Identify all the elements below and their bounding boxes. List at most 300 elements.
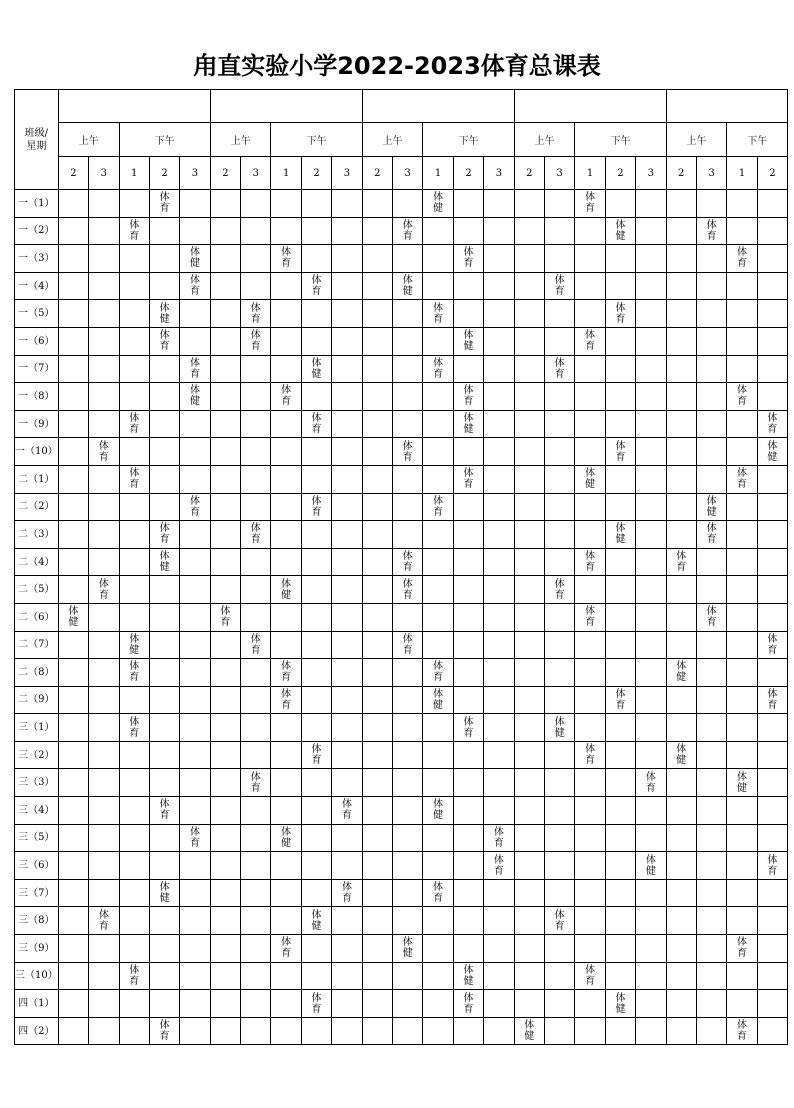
schedule-cell [484, 603, 514, 631]
schedule-cell [149, 659, 179, 687]
class-name: 四（1） [15, 990, 59, 1018]
schedule-cell [605, 879, 635, 907]
class-name: 二（3） [15, 521, 59, 549]
schedule-cell [149, 272, 179, 300]
lesson-label: 体育 [645, 771, 656, 794]
class-name: 二（4） [15, 548, 59, 576]
schedule-cell [301, 272, 331, 300]
class-name: 三（3） [15, 769, 59, 797]
schedule-cell [180, 769, 210, 797]
schedule-cell [484, 190, 514, 218]
schedule-cell [484, 300, 514, 328]
lesson-label: 体育 [463, 716, 474, 739]
schedule-cell [666, 714, 696, 742]
lesson-label: 体育 [250, 523, 261, 546]
schedule-cell [393, 659, 423, 687]
schedule-cell [149, 355, 179, 383]
lesson-label: 体育 [676, 551, 687, 574]
schedule-cell [89, 935, 119, 963]
schedule-cell [484, 438, 514, 466]
schedule-cell [89, 465, 119, 493]
pm-header: 下午 [119, 123, 210, 157]
schedule-cell [575, 190, 605, 218]
schedule-cell [241, 438, 271, 466]
schedule-cell [484, 355, 514, 383]
schedule-cell [757, 576, 787, 604]
schedule-cell [605, 824, 635, 852]
schedule-cell [484, 631, 514, 659]
schedule-cell [393, 686, 423, 714]
schedule-cell [544, 686, 574, 714]
lesson-label: 体育 [402, 440, 413, 463]
schedule-cell [241, 686, 271, 714]
schedule-cell [605, 603, 635, 631]
lesson-label: 体育 [737, 385, 748, 408]
schedule-cell [605, 272, 635, 300]
schedule-cell [666, 686, 696, 714]
schedule-cell [58, 797, 88, 825]
schedule-cell [210, 714, 240, 742]
schedule-cell [575, 935, 605, 963]
schedule-cell [393, 990, 423, 1018]
schedule-cell [393, 272, 423, 300]
lesson-label: 体育 [281, 247, 292, 270]
lesson-label: 体育 [737, 247, 748, 270]
schedule-cell [180, 300, 210, 328]
schedule-cell [636, 990, 666, 1018]
schedule-cell [271, 769, 301, 797]
schedule-cell [332, 631, 362, 659]
schedule-cell [423, 1017, 453, 1045]
lesson-label: 体育 [767, 854, 778, 877]
lesson-label: 体育 [281, 688, 292, 711]
schedule-cell [301, 659, 331, 687]
schedule-cell [423, 327, 453, 355]
schedule-cell [696, 1017, 726, 1045]
schedule-cell [453, 686, 483, 714]
schedule-cell [575, 907, 605, 935]
schedule-cell [393, 327, 423, 355]
period-number: 2 [453, 157, 483, 190]
schedule-cell [453, 907, 483, 935]
schedule-cell [636, 548, 666, 576]
schedule-cell [89, 852, 119, 880]
lesson-label: 体育 [341, 882, 352, 905]
schedule-cell [210, 741, 240, 769]
schedule-cell [605, 659, 635, 687]
schedule-cell [666, 300, 696, 328]
schedule-cell [484, 907, 514, 935]
schedule-cell [575, 465, 605, 493]
schedule-cell [180, 465, 210, 493]
schedule-cell [453, 245, 483, 273]
schedule-cell [119, 686, 149, 714]
schedule-cell [514, 714, 544, 742]
schedule-cell [544, 990, 574, 1018]
lesson-label: 体育 [250, 633, 261, 656]
schedule-cell [58, 769, 88, 797]
schedule-cell [696, 355, 726, 383]
schedule-cell [605, 797, 635, 825]
schedule-cell [484, 990, 514, 1018]
schedule-cell [575, 300, 605, 328]
schedule-cell [271, 410, 301, 438]
lesson-label: 体健 [159, 302, 170, 325]
lesson-label: 体育 [493, 826, 504, 849]
schedule-cell [423, 521, 453, 549]
schedule-cell [544, 962, 574, 990]
corner-cell [15, 157, 59, 190]
schedule-cell [180, 659, 210, 687]
period-number: 2 [757, 157, 787, 190]
schedule-cell [423, 245, 453, 273]
schedule-cell [362, 272, 392, 300]
schedule-cell [180, 852, 210, 880]
schedule-cell [514, 190, 544, 218]
schedule-cell [301, 217, 331, 245]
schedule-cell [666, 245, 696, 273]
schedule-cell [453, 659, 483, 687]
schedule-cell [180, 714, 210, 742]
lesson-label: 体育 [585, 606, 596, 629]
schedule-cell [636, 272, 666, 300]
schedule-cell [696, 714, 726, 742]
lesson-label: 体育 [98, 909, 109, 932]
schedule-cell [757, 631, 787, 659]
schedule-cell [484, 548, 514, 576]
schedule-cell [484, 521, 514, 549]
period-number: 2 [362, 157, 392, 190]
lesson-label: 体健 [737, 771, 748, 794]
schedule-cell [605, 576, 635, 604]
schedule-cell [180, 741, 210, 769]
schedule-cell [453, 879, 483, 907]
schedule-cell [241, 190, 271, 218]
schedule-cell [149, 438, 179, 466]
class-name: 一（6） [15, 327, 59, 355]
schedule-cell [514, 300, 544, 328]
schedule-cell [210, 245, 240, 273]
schedule-cell [180, 355, 210, 383]
schedule-cell [423, 686, 453, 714]
pm-header: 下午 [423, 123, 514, 157]
schedule-cell [727, 521, 757, 549]
schedule-cell [210, 355, 240, 383]
schedule-cell [210, 521, 240, 549]
lesson-label: 体育 [341, 799, 352, 822]
lesson-label: 体育 [767, 633, 778, 656]
schedule-cell [514, 962, 544, 990]
schedule-cell [666, 659, 696, 687]
table-row [15, 383, 788, 411]
schedule-cell [119, 714, 149, 742]
period-number: 1 [575, 157, 605, 190]
schedule-cell [544, 272, 574, 300]
class-name: 二（8） [15, 659, 59, 687]
schedule-cell [636, 300, 666, 328]
schedule-cell [696, 272, 726, 300]
schedule-cell [210, 879, 240, 907]
schedule-cell [727, 769, 757, 797]
schedule-cell [514, 355, 544, 383]
lesson-label: 体育 [402, 578, 413, 601]
schedule-cell [514, 493, 544, 521]
schedule-cell [271, 190, 301, 218]
schedule-cell [210, 686, 240, 714]
lesson-label: 体育 [159, 523, 170, 546]
schedule-cell [423, 797, 453, 825]
schedule-cell [605, 438, 635, 466]
schedule-cell [149, 879, 179, 907]
schedule-cell [332, 990, 362, 1018]
pm-header: 下午 [271, 123, 362, 157]
lesson-label: 体育 [311, 744, 322, 767]
schedule-cell [423, 935, 453, 963]
schedule-cell [636, 879, 666, 907]
schedule-cell [180, 327, 210, 355]
schedule-cell [149, 383, 179, 411]
schedule-cell [89, 686, 119, 714]
lesson-label: 体育 [250, 330, 261, 353]
schedule-cell [696, 190, 726, 218]
schedule-cell [58, 438, 88, 466]
schedule-cell [180, 383, 210, 411]
schedule-cell [666, 438, 696, 466]
schedule-cell [544, 217, 574, 245]
schedule-cell [58, 935, 88, 963]
schedule-cell [514, 1017, 544, 1045]
table-row [15, 714, 788, 742]
schedule-cell [636, 797, 666, 825]
schedule-cell [332, 190, 362, 218]
schedule-cell [301, 465, 331, 493]
schedule-cell [727, 245, 757, 273]
schedule-cell [119, 576, 149, 604]
schedule-cell [514, 548, 544, 576]
schedule-cell [332, 1017, 362, 1045]
schedule-cell [332, 824, 362, 852]
schedule-cell [58, 1017, 88, 1045]
schedule-cell [423, 438, 453, 466]
schedule-cell [362, 355, 392, 383]
lesson-label: 体育 [706, 219, 717, 242]
period-number: 3 [89, 157, 119, 190]
schedule-cell [636, 714, 666, 742]
schedule-cell [727, 852, 757, 880]
schedule-cell [149, 797, 179, 825]
schedule-cell [423, 824, 453, 852]
schedule-cell [544, 438, 574, 466]
period-number: 3 [636, 157, 666, 190]
table-row [15, 327, 788, 355]
period-number: 2 [58, 157, 88, 190]
schedule-cell [332, 879, 362, 907]
lesson-label: 体健 [524, 1020, 535, 1043]
schedule-cell [544, 797, 574, 825]
schedule-cell [119, 907, 149, 935]
table-row [15, 217, 788, 245]
lesson-label: 体育 [737, 1020, 748, 1043]
schedule-cell [636, 659, 666, 687]
schedule-cell [453, 990, 483, 1018]
schedule-cell [453, 272, 483, 300]
schedule-cell [544, 548, 574, 576]
schedule-cell [636, 217, 666, 245]
schedule-cell [393, 521, 423, 549]
schedule-cell [362, 383, 392, 411]
schedule-cell [757, 603, 787, 631]
schedule-cell [149, 190, 179, 218]
schedule-cell [727, 879, 757, 907]
table-row [15, 879, 788, 907]
schedule-cell [210, 576, 240, 604]
schedule-cell [180, 438, 210, 466]
lesson-label: 体育 [433, 882, 444, 905]
class-name: 一（3） [15, 245, 59, 273]
schedule-cell [89, 272, 119, 300]
lesson-label: 体育 [281, 385, 292, 408]
schedule-cell [575, 355, 605, 383]
schedule-cell [484, 493, 514, 521]
schedule-cell [362, 603, 392, 631]
schedule-cell [453, 465, 483, 493]
schedule-cell [210, 465, 240, 493]
am-header: 上午 [58, 123, 119, 157]
schedule-cell [484, 962, 514, 990]
schedule-cell [453, 797, 483, 825]
schedule-cell [241, 300, 271, 328]
schedule-cell [453, 190, 483, 218]
schedule-cell [119, 465, 149, 493]
schedule-cell [58, 300, 88, 328]
schedule-cell [484, 576, 514, 604]
schedule-cell [89, 521, 119, 549]
schedule-cell [484, 659, 514, 687]
lesson-label: 体育 [250, 771, 261, 794]
schedule-cell [149, 300, 179, 328]
schedule-cell [605, 410, 635, 438]
schedule-cell [605, 907, 635, 935]
lesson-label: 体育 [159, 1020, 170, 1043]
day-header [210, 90, 362, 123]
schedule-cell [149, 824, 179, 852]
table-row [15, 659, 788, 687]
schedule-cell [727, 355, 757, 383]
schedule-cell [605, 935, 635, 963]
schedule-cell [241, 879, 271, 907]
schedule-cell [149, 465, 179, 493]
schedule-cell [514, 327, 544, 355]
schedule-cell [180, 824, 210, 852]
schedule-cell [393, 603, 423, 631]
schedule-cell [210, 438, 240, 466]
schedule-cell [89, 245, 119, 273]
schedule-cell [271, 797, 301, 825]
schedule-cell [514, 935, 544, 963]
schedule-cell [666, 410, 696, 438]
schedule-cell [332, 576, 362, 604]
schedule-cell [271, 383, 301, 411]
schedule-cell [544, 935, 574, 963]
schedule-cell [727, 383, 757, 411]
lesson-label: 体健 [281, 578, 292, 601]
schedule-cell [757, 493, 787, 521]
schedule-cell [757, 907, 787, 935]
class-name: 三（1） [15, 714, 59, 742]
schedule-cell [362, 879, 392, 907]
schedule-cell [575, 659, 605, 687]
schedule-cell [119, 797, 149, 825]
schedule-cell [241, 327, 271, 355]
schedule-cell [362, 962, 392, 990]
schedule-cell [180, 797, 210, 825]
schedule-cell [423, 548, 453, 576]
schedule-cell [453, 217, 483, 245]
schedule-cell [271, 935, 301, 963]
schedule-cell [89, 493, 119, 521]
schedule-cell [636, 493, 666, 521]
schedule-cell [362, 769, 392, 797]
schedule-cell [514, 245, 544, 273]
schedule-cell [362, 907, 392, 935]
schedule-cell [636, 686, 666, 714]
schedule-cell [89, 438, 119, 466]
period-number: 3 [544, 157, 574, 190]
schedule-cell [271, 714, 301, 742]
table-row [15, 990, 788, 1018]
table-row [15, 797, 788, 825]
class-name: 一（9） [15, 410, 59, 438]
schedule-cell [727, 327, 757, 355]
schedule-cell [696, 576, 726, 604]
schedule-cell [757, 272, 787, 300]
schedule-cell [58, 659, 88, 687]
lesson-label: 体健 [615, 992, 626, 1015]
schedule-cell [180, 272, 210, 300]
lesson-label: 体健 [463, 964, 474, 987]
schedule-cell [119, 410, 149, 438]
schedule-cell [58, 631, 88, 659]
schedule-cell [271, 548, 301, 576]
schedule-cell [575, 410, 605, 438]
lesson-label: 体健 [767, 440, 778, 463]
schedule-cell [696, 686, 726, 714]
schedule-cell [149, 935, 179, 963]
schedule-cell [89, 962, 119, 990]
schedule-cell [544, 300, 574, 328]
schedule-cell [727, 465, 757, 493]
lesson-label: 体育 [189, 495, 200, 518]
schedule-cell [332, 217, 362, 245]
schedule-cell [666, 493, 696, 521]
schedule-cell [58, 714, 88, 742]
schedule-cell [58, 493, 88, 521]
period-number: 2 [605, 157, 635, 190]
schedule-cell [271, 686, 301, 714]
schedule-cell [301, 741, 331, 769]
schedule-cell [423, 465, 453, 493]
schedule-cell [423, 714, 453, 742]
schedule-cell [119, 355, 149, 383]
schedule-cell [696, 493, 726, 521]
period-number: 1 [423, 157, 453, 190]
table-row [15, 438, 788, 466]
ampm-header-row [15, 123, 788, 157]
schedule-cell [757, 714, 787, 742]
schedule-cell [727, 438, 757, 466]
schedule-cell [241, 935, 271, 963]
schedule-cell [271, 521, 301, 549]
